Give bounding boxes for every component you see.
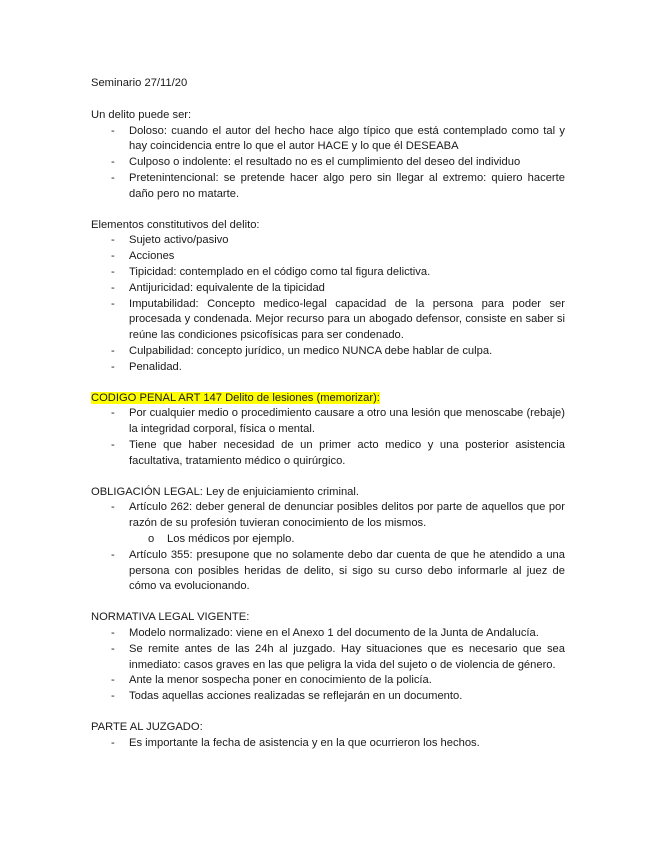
bullet-list <box>91 736 565 752</box>
list-item: - Tiene que haber necesidad de un primer acto medico y una posterior asistencia facultativa, tratamiento médico o quirúrgico. <box>91 438 565 470</box>
list-item: - Sujeto activo/pasivo <box>91 233 565 249</box>
section-court-report <box>91 720 565 752</box>
section-constituent-elements <box>91 218 565 376</box>
section-title: Un delito puede ser: <box>91 108 192 121</box>
list-item: - Penalidad. <box>91 360 565 376</box>
document-page <box>91 76 565 766</box>
bullet-list <box>91 233 565 375</box>
section-title: NORMATIVA LEGAL VIGENTE: <box>91 611 250 624</box>
bullet-list <box>91 626 565 705</box>
list-item: - Es importante la fecha de asistencia y en la que ocurrieron los hechos. <box>91 736 565 752</box>
list-item: - Ante la menor sospecha poner en conocimiento de la policía. <box>91 673 565 689</box>
list-item: - Culpabilidad: concepto jurídico, un medico NUNCA debe hablar de culpa. <box>91 344 565 360</box>
list-item: - Artículo 355: presupone que no solamente debo dar cuenta de que he atendido a una persona con posibles heridas de delito, si sigo su curso debo informarle al juez de cómo va evolucionando. <box>91 548 565 595</box>
date-heading: Seminario 27/11/20 <box>91 77 188 89</box>
list-item: - Acciones <box>91 249 565 265</box>
list-item: - Todas aquellas acciones realizadas se reflejarán en un documento. <box>91 689 565 705</box>
list-item: - Tipicidad: contemplado en el código como tal figura delictiva. <box>91 265 565 281</box>
list-item-text: Artículo 262: deber general de denunciar posibles delitos por parte de aquellos que por razón de su profesión tuvieran conocimiento de los mismos. <box>129 501 565 530</box>
list-item <box>91 500 565 547</box>
bullet-list <box>91 124 565 203</box>
bullet-list <box>91 500 565 595</box>
section-penal-code <box>91 391 565 470</box>
sub-list-item: o Los médicos por ejemplo. <box>129 532 565 548</box>
list-item: - Pretenintencional: se pretende hacer algo pero sin llegar al extremo: quiero hacerte daño pero no matarte. <box>91 171 565 203</box>
list-item: - Modelo normalizado: viene en el Anexo 1 del documento de la Junta de Andalucía. <box>91 626 565 642</box>
highlighted-title: CODIGO PENAL ART 147 Delito de lesiones (memorizar): <box>91 391 380 404</box>
list-item: - Doloso: cuando el autor del hecho hace algo típico que está contemplado como tal y hay coincidencia entre lo que el autor HACE y lo que él DESEABA <box>91 124 565 156</box>
list-item: - Por cualquier medio o procedimiento causare a otro una lesión que menoscabe (rebaje) la integridad corporal, física o mental. <box>91 406 565 438</box>
list-item: - Antijuricidad: equivalente de la tipicidad <box>91 281 565 297</box>
sub-list <box>129 532 565 548</box>
list-item: - Se remite antes de las 24h al juzgado. Hay situaciones que es necesario que sea inmediato: casos graves en las que peligra la vida del sujeto o de violencia de género. <box>91 642 565 674</box>
list-item: - Culposo o indolente: el resultado no es el cumplimiento del deseo del individuo <box>91 155 565 171</box>
section-types-of-crime <box>91 108 565 203</box>
section-title: Elementos constitutivos del delito: <box>91 218 260 231</box>
section-current-regulations <box>91 610 565 705</box>
bullet-list <box>91 406 565 469</box>
section-title: OBLIGACIÓN LEGAL: Ley de enjuiciamiento criminal. <box>91 485 359 498</box>
list-item: - Imputabilidad: Concepto medico-legal capacidad de la persona para poder ser procesada y condenada. Mejor recurso para un abogado defensor, consiste en saber si reúne las condiciones psicofísicas para ser condenado. <box>91 297 565 344</box>
section-legal-obligation <box>91 485 565 596</box>
section-title: PARTE AL JUZGADO: <box>91 720 203 733</box>
